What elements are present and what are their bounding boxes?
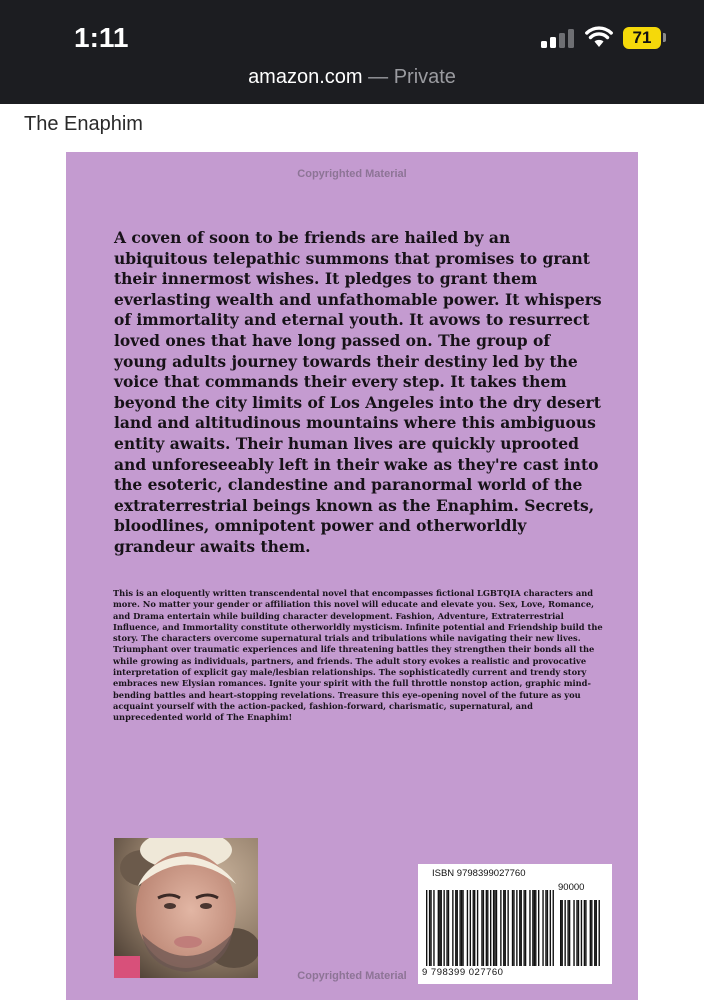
book-description: This is an eloquently written transcendental novel that encompasses fictional LGBTQIA characters and more. No matter your gender or affiliation this novel will educate and elevate you. Sex, Love, Romance, and Drama entertain while building character development. Fashion, Adventure, Extraterrestrial Influence, and Immortality constitute otherworldly mysticism. Infinite potential and Friendship build the story. The characters overcome supernatural trials and tribulations while navigating their new lives. Triumphant over traumatic experiences and life threatening battles they strengthen their bonds all the while growing as individuals, partners, and friends. The adult story evokes a realistic and provocative interpretation of explicit gay male/lesbian relationships. The sophisticatedly current and trendy story embraces new Elysian romances. Ignite your spirit with the full throttle nonstop action, graphic mind-bending battles and heart-stopping revelations. Treasure this eye-opening novel of the future as you acquaint yourself with the action-packed, fashion-forward, charismatic, supernatural, and unprecedented world of The Enaphim! [113,588,603,723]
clock: 1:11 [74,22,129,53]
isbn-label: ISBN 9798399027760 [432,868,526,879]
copyright-bottom: Copyrighted Material [297,970,407,982]
price-code: 90000 [558,882,585,893]
private-mode-label: Private [393,66,456,88]
author-photo [114,838,258,978]
isbn-barcode [418,864,612,984]
wifi-icon [585,26,613,48]
battery-nub [663,33,666,42]
copyright-top: Copyrighted Material [297,168,407,180]
status-bar [0,0,704,104]
barcode-icon [426,882,604,966]
battery-icon: 71 [623,27,661,49]
cellular-signal-icon [541,28,575,48]
address-bar[interactable] [0,66,704,89]
book-blurb: A coven of soon to be friends are hailed by an ubiquitous telepathic summons that promises to grant their innermost wishes. It pledges to grant them everlasting wealth and unfathomable power. It whispers of immortality and eternal youth. It avows to resurrect loved ones that have long passed on. The group of young adults journey towards their destiny led by the voice that commands their every step. It takes them beyond the city limits of Los Angeles into the dry desert land and altitudinous mountains where this ambiguous entity awaits. Their human lives are quickly uprooted and unforeseeably left in their wake as they're cast into the esoteric, clandestine and paranormal world of the extraterrestrial beings known as the Enaphim. Secrets, bloodlines, omnipotent power and otherworldly grandeur awaits them. [114,228,602,556]
author-portrait-icon [114,838,258,978]
page-title: The Enaphim [24,113,143,135]
book-back-cover[interactable] [66,152,638,1000]
url-separator: — [362,66,394,88]
url-domain: amazon.com [248,66,363,88]
barcode-digits: 9 798399 027760 [422,967,504,978]
